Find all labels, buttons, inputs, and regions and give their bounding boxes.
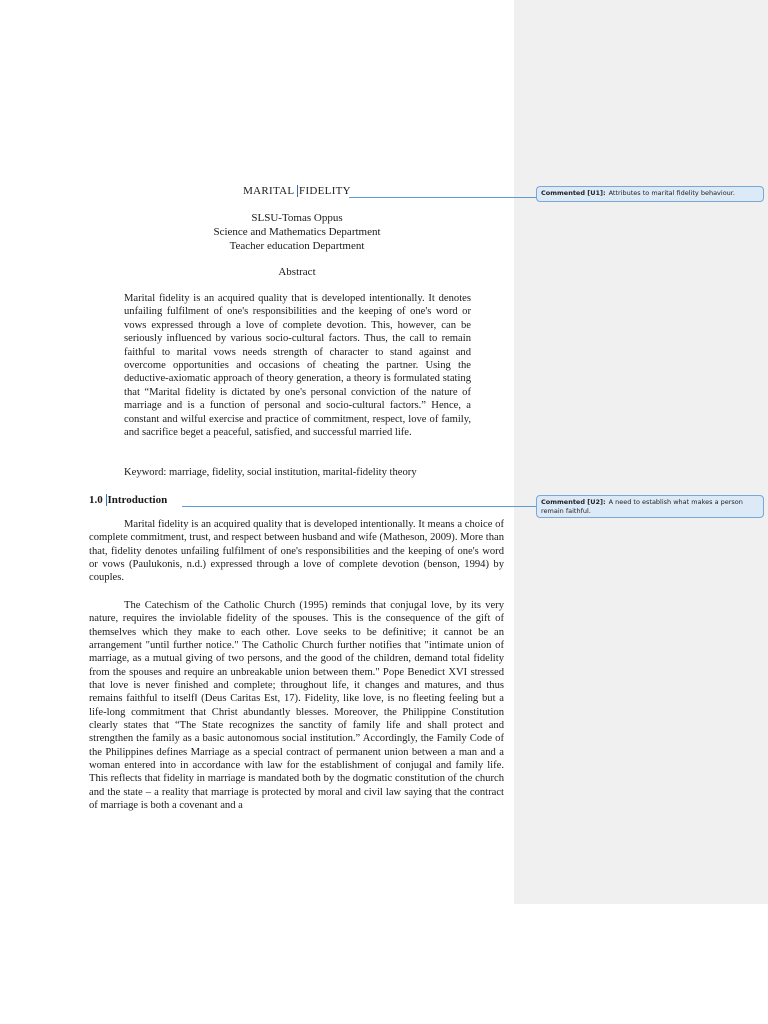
abstract-text: Marital fidelity is an acquired quality that is developed intentionally. It denotes unfailing fulfilment of one's responsibilities and the keeping of one's word or vows expressed through a love of complete devotion. This, however, can be seriously influenced by various socio-cultural factors. Thus, the call to remain faithful to marital vows needs strength of character to stand against and overcome opportunities and occasions of cheating the partner. Using the deductive-axiomatic approach of theory generation, a theory is formulated stating that “Marital fidelity is dictated by one's personal conviction of the nature of marriage and is a function of personal and socio-cultural factors.” Hence, a constant and wilful exercise and practice of commitment, respect, love of family, and sacrifice beget a peaceful, satisfied, and successful married life. — [124, 293, 471, 439]
title-text-marital: MARITAL — [243, 185, 298, 197]
section-heading — [89, 493, 167, 507]
affiliation-school: SLSU-Tomas Oppus — [251, 212, 343, 224]
keywords-line: Keyword: marriage, fidelity, social institution, marital-fidelity theory — [124, 467, 417, 478]
title-text-fidelity-commented[interactable]: FIDELITY — [299, 185, 351, 197]
comment-text: Attributes to marital fidelity behaviour. — [608, 189, 735, 197]
section-number: 1.0 — [89, 494, 106, 506]
comment-connector-line — [182, 506, 537, 507]
intro-paragraph-1: Marital fidelity is an acquired quality that is developed intentionally. It means a choice of complete commitment, trust, and respect between husband and wife (Matheson, 2009). More than that, fidelity denotes unfailing fulfilment of one's responsibilities and the keeping of one's word or vows (Paulukonis, n.d.) expressed through a love of complete devotion (benson, 1994) by couples. — [89, 519, 504, 584]
affiliation-subdepartment: Teacher education Department — [229, 240, 365, 252]
abstract-heading: Abstract — [278, 266, 316, 278]
intro-paragraph-2: The Catechism of the Catholic Church (1995) reminds that conjugal love, by its very nature, requires the inviolable fidelity of the spouses. This is the consequence of the gift of themselves which they make to each other. Love seeks to be definitive; it cannot be an arrangement "until further notice." The Catholic Church further notifies that "intimate union of marriage, as a mutual giving of two persons, and the good of the children, demand total fidelity from the spouses and require an unbreakable union between them." Pope Benedict XVI stressed that love is never finished and complete; throughout life, it changes and matures, and thus remains faithful to itself‖ (Deus Caritas Est, 17). Fidelity, like love, is no fleeting feeling but a life-long commitment that Christ abundantly blesses. Moreover, the Philippine Constitution clearly states that “The State recognizes the sanctity of family life and shall protect and strengthen the family as a basic autonomous social institution.” Accordingly, the Family Code of the Philippines defines Marriage as a special contract of permanent union between a man and a woman entered into in accordance with law for the establishment of conjugal and family life. This reflects that fidelity in marriage is mandated both by the dogmatic constitution of the church and the state – a reality that marriage is protected by moral and civil law saying that the contract of marriage is both a covenant and a — [89, 600, 504, 812]
comment-connector-line — [349, 197, 537, 198]
comments-margin-pane — [514, 0, 768, 904]
comment-text: A need to establish what makes a person remain faithful. — [541, 498, 743, 515]
comment-label: Commented [U1]: — [541, 189, 606, 197]
affiliation-department: Science and Mathematics Department — [213, 226, 381, 238]
section-title-commented[interactable]: Introduction — [107, 494, 168, 506]
comment-label: Commented [U2]: — [541, 498, 606, 506]
document-title — [120, 184, 474, 198]
comment-balloon-u2[interactable] — [536, 495, 764, 518]
comment-balloon-u1[interactable] — [536, 186, 764, 202]
